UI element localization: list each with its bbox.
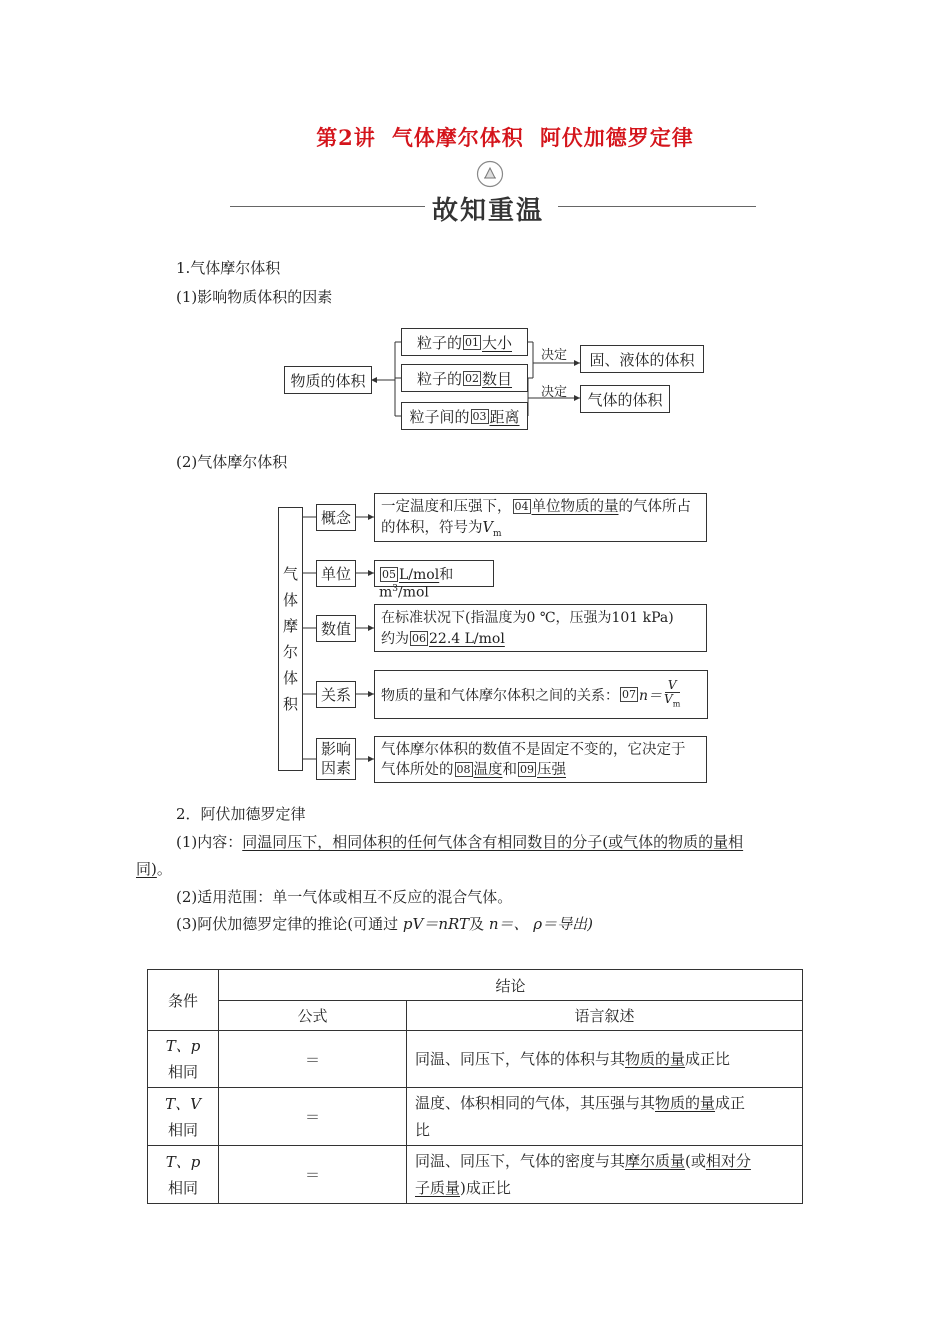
- subheading-factors: (1)影响物质体积的因素: [176, 288, 333, 306]
- header-condition: 条件: [148, 970, 219, 1031]
- result-gas: 气体的体积: [580, 385, 670, 413]
- page-title: 第2讲 气体摩尔体积 阿伏加德罗定律: [316, 125, 694, 150]
- header-conclusion: 结论: [219, 970, 803, 1001]
- header-language: 语言叙述: [407, 1001, 803, 1031]
- label-value: 数值: [316, 615, 356, 642]
- formula-cell: ＝: [219, 1146, 407, 1204]
- label-unit: 单位: [316, 560, 356, 587]
- law-corollary: (3)阿伏加德罗定律的推论(可通过 pV＝nRT及 n＝、 ρ＝导出): [176, 915, 593, 933]
- result-solid-liquid: 固、液体的体积: [580, 345, 704, 373]
- section-heading-1: 1.气体摩尔体积: [176, 259, 281, 277]
- law-scope: (2)适用范围：单一气体或相互不反应的混合气体。: [176, 888, 513, 906]
- subheading-molar-volume: (2)气体摩尔体积: [176, 453, 288, 471]
- factor-distance: 粒子间的 03 距离: [401, 402, 528, 430]
- label-factors: 影响 因素: [316, 738, 356, 780]
- condition-cell: T、p 相同: [148, 1146, 219, 1204]
- value-content: 在标准状况下(指温度为0 ℃，压强为101 kPa) 约为 06 22.4 L/mol: [374, 604, 707, 652]
- diagram1-root: 物质的体积: [284, 366, 372, 394]
- factor-size: 粒子的 01 大小: [401, 328, 528, 356]
- factors-content: 气体摩尔体积的数值不是固定不变的，它决定于 气体所处的 08 温度和 09 压强: [374, 736, 707, 783]
- table-row: [148, 1146, 803, 1204]
- corollary-table: [147, 969, 803, 1204]
- label-concept: 概念: [316, 504, 356, 531]
- header-formula: 公式: [219, 1001, 407, 1031]
- decide-label-2: 决定: [541, 385, 568, 400]
- formula-cell: ＝: [219, 1031, 407, 1088]
- section-banner: 故知重温: [432, 196, 545, 226]
- law-content: (1)内容：同温同压下，相同体积的任何气体含有相同数目的分子(或气体的物质的量相: [176, 833, 744, 851]
- language-cell: 同温、同压下，气体的密度与其摩尔质量(或相对分 子质量)成正比: [407, 1146, 803, 1204]
- concept-content: 一定温度和压强下， 04 单位物质的量的气体所占 的体积，符号为$V_m$: [374, 493, 707, 542]
- condition-cell: T、V 相同: [148, 1088, 219, 1146]
- condition-cell: T、p 相同: [148, 1031, 219, 1088]
- relation-content: 物质的量和气体摩尔体积之间的关系： 07 n＝ V $V_m$: [374, 670, 708, 719]
- decide-label-1: 决定: [541, 348, 568, 363]
- section-heading-2: 2．阿伏加德罗定律: [176, 805, 306, 823]
- unit-content: 05 L/mol和$m^3$/mol: [374, 560, 494, 587]
- diagram2-root: 气 体 摩 尔 体 积: [278, 507, 303, 771]
- language-cell: 同温、同压下，气体的体积与其物质的量成正比: [407, 1031, 803, 1088]
- factor-count: 粒子的 02 数目: [401, 364, 528, 392]
- law-content-tail: 同)。: [136, 860, 172, 878]
- formula-cell: ＝: [219, 1088, 407, 1146]
- label-relation: 关系: [316, 681, 356, 708]
- table-row: [148, 1031, 803, 1088]
- table-row: [148, 1088, 803, 1146]
- language-cell: 温度、体积相同的气体，其压强与其物质的量成正 比: [407, 1088, 803, 1146]
